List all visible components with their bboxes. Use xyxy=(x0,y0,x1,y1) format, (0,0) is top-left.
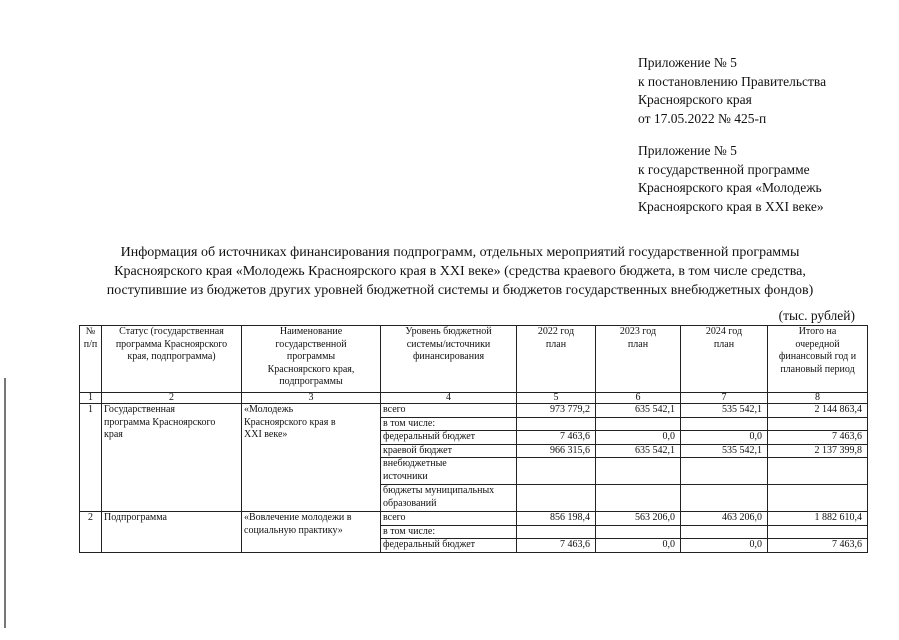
header-level: Уровень бюджетной системы/источники финансирования xyxy=(381,326,517,393)
value-2022-cell xyxy=(517,525,596,539)
header-num: № п/п xyxy=(80,326,102,393)
header-total: Итого на очередной финансовый год и плановый период xyxy=(768,326,868,393)
group-name-cell: «Молодежь Красноярского края в XXI веке» xyxy=(242,404,381,512)
column-number-row xyxy=(80,393,868,404)
header-name: Наименование государственной программы Красноярского края, подпрограммы xyxy=(242,326,381,393)
value-2023-cell: 0,0 xyxy=(596,431,681,445)
value-total-cell: 2 137 399,8 xyxy=(768,444,868,458)
value-2023-cell xyxy=(596,458,681,485)
group-status-cell: Подпрограмма xyxy=(102,512,242,553)
value-2024-cell: 535 542,1 xyxy=(681,404,768,418)
title-line: Информация об источниках финансирования подпрограмм, отдельных мероприятий государственной программы xyxy=(120,245,800,260)
value-2024-cell xyxy=(681,525,768,539)
group-name-cell: «Вовлечение молодежи в социальную практику» xyxy=(242,512,381,553)
value-2022-cell: 966 315,6 xyxy=(517,444,596,458)
value-total-cell: 1 882 610,4 xyxy=(768,512,868,526)
value-total-cell: 7 463,6 xyxy=(768,431,868,445)
value-2022-cell: 856 198,4 xyxy=(517,512,596,526)
title-line: Красноярского края «Молодежь Красноярского края в XXI веке» (средства краевого бюджета, в том числе средства, xyxy=(114,264,806,279)
value-total-cell: 7 463,6 xyxy=(768,539,868,553)
value-2023-cell: 635 542,1 xyxy=(596,404,681,418)
budget-level-cell: федеральный бюджет xyxy=(381,539,517,553)
appendix-decree-block xyxy=(638,54,826,128)
column-number: 8 xyxy=(768,393,868,404)
budget-level-cell: всего xyxy=(381,404,517,418)
budget-level-cell: внебюджетные источники xyxy=(381,458,517,485)
appendix-program-block xyxy=(638,142,824,216)
appendix-line: Приложение № 5 xyxy=(638,143,737,158)
column-number: 7 xyxy=(681,393,768,404)
table-row xyxy=(80,512,868,526)
financing-table xyxy=(79,325,868,553)
budget-level-cell: в том числе: xyxy=(381,417,517,431)
value-2022-cell xyxy=(517,485,596,512)
value-2024-cell: 463 206,0 xyxy=(681,512,768,526)
group-num-cell: 1 xyxy=(80,404,102,512)
appendix-line: Красноярского края «Молодежь xyxy=(638,180,822,195)
appendix-line: Красноярского края в XXI веке» xyxy=(638,198,824,214)
header-year-label: 2023 год xyxy=(619,326,657,337)
table-body xyxy=(80,326,868,553)
value-2022-cell xyxy=(517,458,596,485)
value-2024-cell: 535 542,1 xyxy=(681,444,768,458)
column-number: 6 xyxy=(596,393,681,404)
header-plan-label: план xyxy=(545,338,567,350)
value-2024-cell: 0,0 xyxy=(681,431,768,445)
appendix-line: к государственной программе xyxy=(638,161,810,177)
header-year-2023 xyxy=(596,326,681,393)
value-2023-cell: 0,0 xyxy=(596,539,681,553)
budget-level-cell: всего xyxy=(381,512,517,526)
header-status: Статус (государственная программа Красноярского края, подпрограмма) xyxy=(102,326,242,393)
value-2023-cell: 563 206,0 xyxy=(596,512,681,526)
column-number: 3 xyxy=(242,393,381,404)
header-year-2024 xyxy=(681,326,768,393)
table-header-row xyxy=(80,326,868,393)
value-2023-cell xyxy=(596,417,681,431)
budget-level-cell: федеральный бюджет xyxy=(381,431,517,445)
value-2022-cell: 7 463,6 xyxy=(517,539,596,553)
budget-level-cell: краевой бюджет xyxy=(381,444,517,458)
column-number: 2 xyxy=(102,393,242,404)
appendix-line: к постановлению Правительства xyxy=(638,73,827,89)
header-year-label: 2024 год xyxy=(705,326,743,337)
column-number: 1 xyxy=(80,393,102,404)
appendix-line: от 17.05.2022 № 425-п xyxy=(638,110,767,126)
header-year-2022 xyxy=(517,326,596,393)
header-plan-label: план xyxy=(713,338,735,350)
scan-edge-mark xyxy=(4,378,6,628)
value-2022-cell: 973 779,2 xyxy=(517,404,596,418)
table-row xyxy=(80,404,868,418)
group-num-cell: 2 xyxy=(80,512,102,553)
document-title xyxy=(60,243,860,300)
title-line: поступившие из бюджетов других уровней бюджетной системы и бюджетов государственных внебюджетных фондов) xyxy=(106,283,814,298)
column-number: 4 xyxy=(381,393,517,404)
value-2022-cell xyxy=(517,417,596,431)
value-2023-cell: 635 542,1 xyxy=(596,444,681,458)
value-2023-cell xyxy=(596,525,681,539)
value-2024-cell: 0,0 xyxy=(681,539,768,553)
budget-level-cell: бюджеты муниципальных образований xyxy=(381,485,517,512)
value-2024-cell xyxy=(681,417,768,431)
value-2024-cell xyxy=(681,485,768,512)
value-2022-cell: 7 463,6 xyxy=(517,431,596,445)
value-total-cell xyxy=(768,525,868,539)
value-total-cell xyxy=(768,458,868,485)
units-label: (тыс. рублей) xyxy=(778,308,855,323)
header-plan-label: план xyxy=(627,338,649,350)
group-status-cell: Государственная программа Красноярского края xyxy=(102,404,242,512)
appendix-line: Красноярского края xyxy=(638,92,752,107)
column-number: 5 xyxy=(517,393,596,404)
header-year-label: 2022 год xyxy=(537,326,575,337)
value-total-cell: 2 144 863,4 xyxy=(768,404,868,418)
budget-level-cell: в том числе: xyxy=(381,525,517,539)
value-2023-cell xyxy=(596,485,681,512)
appendix-line: Приложение № 5 xyxy=(638,55,737,70)
value-total-cell xyxy=(768,417,868,431)
value-total-cell xyxy=(768,485,868,512)
value-2024-cell xyxy=(681,458,768,485)
